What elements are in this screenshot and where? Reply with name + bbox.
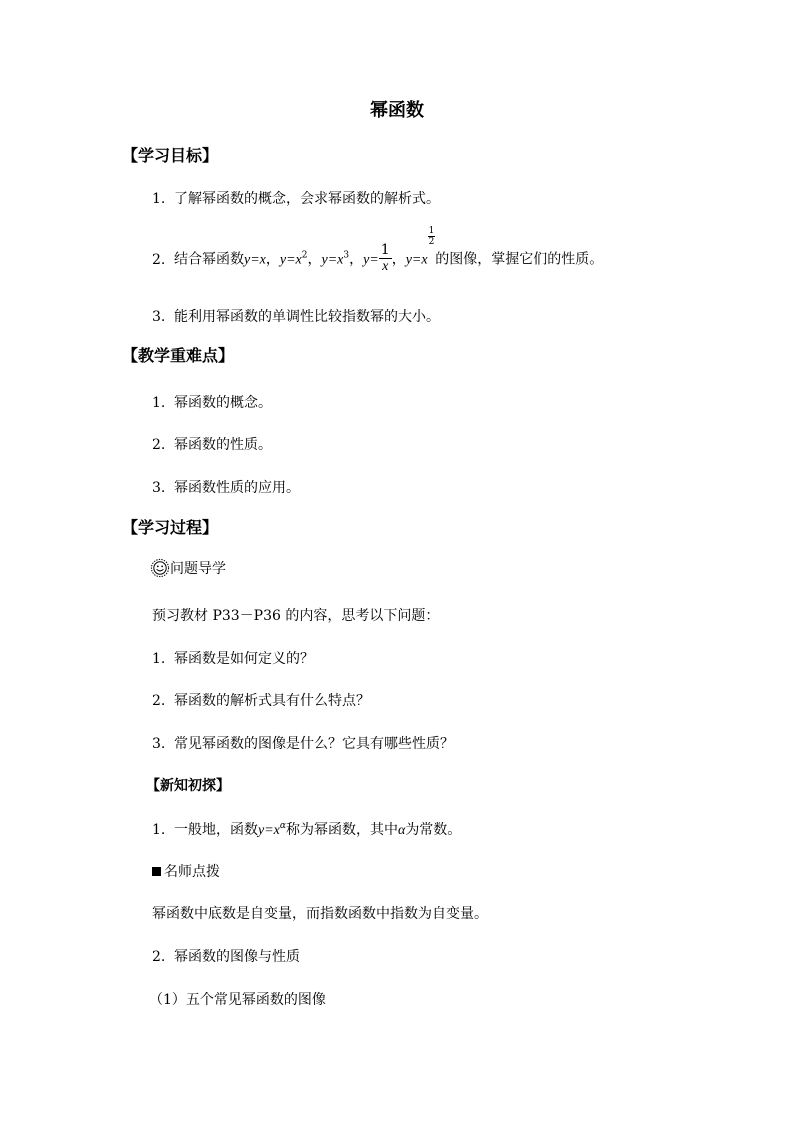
tip-label: 名师点拨 <box>164 864 220 880</box>
subsection-heading-new-knowledge: 【新知初探】 <box>146 778 230 794</box>
goal-item-1-number: 1. <box>152 191 166 207</box>
formula-sqrt-base: y=x <box>405 252 428 268</box>
formula-y-equals-x: y=x <box>244 252 266 268</box>
graph-item-number: 2. <box>152 949 166 965</box>
key-point-item-3-text: 幂函数性质的应用。 <box>174 480 300 496</box>
question-item-2-text: 幂函数的解析式具有什么特点？ <box>174 693 370 709</box>
page-title: 幂函数 <box>370 100 424 121</box>
key-point-item-3-number: 3. <box>152 480 166 496</box>
guide-heading <box>150 558 226 578</box>
formula-sqrt-exponent <box>428 226 436 247</box>
definition-formula-base: y=x <box>258 823 280 838</box>
definition-prefix: 一般地，函数 <box>174 822 258 838</box>
question-item-2 <box>152 694 370 708</box>
graph-subitem-1: （1）五个常见幂函数的图像 <box>149 992 326 1008</box>
key-point-item-2-text: 幂函数的性质。 <box>174 437 272 453</box>
formula-reciprocal-fraction <box>379 243 392 274</box>
key-point-item-2 <box>152 438 272 452</box>
separator: ， <box>349 251 364 268</box>
goal-item-3-number: 3. <box>152 309 166 325</box>
goal-item-2-prefix: 结合幂函数 <box>174 251 244 268</box>
fraction-numerator: 1 <box>380 242 390 258</box>
preview-instruction: 预习教材 P33－P36 的内容，思考以下问题： <box>152 608 440 624</box>
formula-y-equals-x3-exponent: 3 <box>343 250 350 261</box>
key-point-item-1-text: 幂函数的概念。 <box>174 395 272 411</box>
graph-item-title: 幂函数的图像与性质 <box>174 949 300 965</box>
smiley-icon <box>150 558 170 578</box>
tip-heading <box>152 865 220 879</box>
key-point-item-3 <box>152 481 300 495</box>
section-heading-goals: 【学习目标】 <box>122 146 219 165</box>
question-item-3 <box>152 737 454 751</box>
square-bullet-icon <box>152 867 161 876</box>
goal-item-1-text: 了解幂函数的概念，会求幂函数的解析式。 <box>174 191 440 207</box>
section-heading-process: 【学习过程】 <box>122 518 219 537</box>
formula-reciprocal-lhs: y= <box>363 252 379 268</box>
key-point-item-1 <box>152 396 272 410</box>
key-point-item-2-number: 2. <box>152 437 166 453</box>
question-item-2-number: 2. <box>152 693 166 709</box>
formula-y-equals-x3-base: y=x <box>321 252 344 268</box>
section-heading-key-points: 【教学重难点】 <box>122 346 235 365</box>
definition-item-1 <box>152 822 461 838</box>
question-item-3-number: 3. <box>152 736 166 752</box>
question-item-3-text: 常见幂函数的图像是什么？它具有哪些性质？ <box>174 736 454 752</box>
goal-item-2-suffix: 的图像，掌握它们的性质。 <box>435 251 604 268</box>
graph-item-2 <box>152 950 300 964</box>
fraction-denominator: x <box>382 259 389 274</box>
question-item-1-number: 1. <box>152 651 166 667</box>
definition-suffix: 为常数。 <box>405 822 462 838</box>
definition-number: 1. <box>152 822 166 838</box>
question-item-1-text: 幂函数是如何定义的？ <box>174 651 314 667</box>
definition-formula-exponent: α <box>279 821 286 831</box>
formula-y-equals-x2-base: y=x <box>279 252 302 268</box>
separator: ， <box>391 251 406 268</box>
separator: ， <box>307 251 322 268</box>
exponent-numerator: 1 <box>428 226 435 236</box>
question-item-1 <box>152 652 314 666</box>
tip-text: 幂函数中底数是自变量，而指数函数中指数为自变量。 <box>152 906 488 922</box>
exponent-denominator: 2 <box>428 237 435 247</box>
guide-label: 问题导学 <box>170 561 226 577</box>
goal-item-2-number: 2. <box>152 251 166 268</box>
key-point-item-1-number: 1. <box>152 395 166 411</box>
formula-y-equals-x2-exponent: 2 <box>301 250 308 261</box>
separator: ， <box>265 251 280 268</box>
goal-item-1 <box>152 192 440 206</box>
goal-item-3-text: 能利用幂函数的单调性比较指数幂的大小。 <box>174 309 440 325</box>
goal-item-2 <box>152 226 604 275</box>
definition-alpha: α <box>397 823 406 838</box>
goal-item-3 <box>152 310 440 324</box>
definition-middle: 称为幂函数，其中 <box>285 822 398 838</box>
